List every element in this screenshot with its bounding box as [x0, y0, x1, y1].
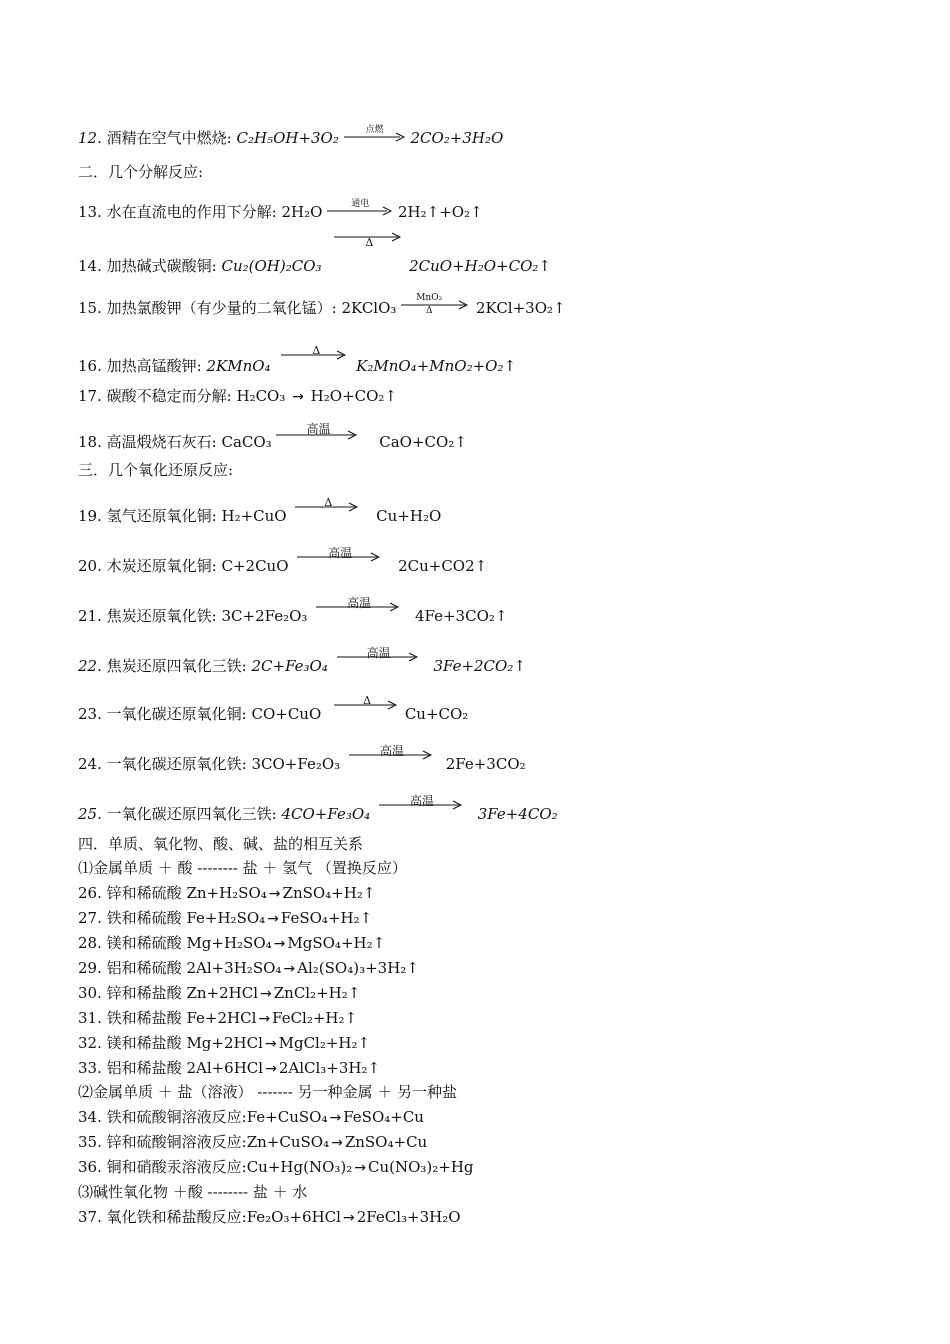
equation-23 [78, 694, 469, 724]
products: 2AlCl₃+3H₂↑ [278, 1059, 381, 1077]
item-number: 17. [78, 387, 102, 405]
reaction-arrow [349, 744, 435, 769]
equation-28 [78, 933, 385, 954]
reaction-condition: 通电 [351, 199, 370, 209]
item-number: 21. [78, 607, 102, 625]
reactants: C₂H₅OH+3O₂ [236, 129, 339, 147]
section-heading-3: 三．几个氧化还原反应: [78, 461, 234, 479]
reactants: 2KClO₃ [341, 299, 397, 317]
item-number: 35. [78, 1133, 102, 1151]
equation-26 [78, 883, 375, 904]
item-number: 13. [78, 203, 102, 221]
item-number: 26. [78, 884, 102, 902]
products: 2H₂↑+O₂↑ [397, 203, 483, 221]
products: 2CuO+H₂O+CO₂↑ [409, 257, 551, 275]
section-heading-2: 二．几个分解反应: [78, 163, 204, 181]
reactants: 2H₂O [281, 203, 323, 221]
item-number: 30. [78, 984, 102, 1002]
products: CaO+CO₂↑ [379, 433, 467, 451]
reaction-description: 酒精在空气中燃烧: [106, 129, 232, 147]
reaction-condition: Δ [365, 236, 374, 249]
equation-31 [78, 1008, 357, 1029]
reaction-description: 加热氯酸钾（有少量的二氧化锰）: [106, 299, 337, 317]
reaction-arrow: → [260, 986, 272, 1002]
subsection-1: ⑴金属单质 ＋ 酸 -------- 盐 ＋ 氢气 （置换反应） [78, 859, 407, 877]
reaction-description: 铁和稀盐酸 [106, 1009, 182, 1027]
reaction-condition: 高温 [306, 422, 331, 436]
reaction-description: 木炭还原氧化铜: [106, 557, 217, 575]
equation-19 [78, 496, 442, 526]
products: MgCl₂+H₂↑ [278, 1034, 371, 1052]
item-number: 28. [78, 934, 102, 952]
reactants: Fe+CuSO₄ [246, 1108, 328, 1126]
reaction-arrow: → [258, 1011, 271, 1027]
equation-37 [78, 1207, 461, 1228]
reactants: 2Al+6HCl [186, 1059, 264, 1077]
reaction-condition: 高温 [409, 794, 434, 808]
reaction-arrow [316, 596, 402, 621]
products: Cu+CO₂ [404, 705, 469, 723]
item-number: 36. [78, 1158, 102, 1176]
item-number: 16. [78, 357, 102, 375]
equation-17 [78, 386, 397, 407]
reaction-arrow: → [267, 911, 279, 927]
reactants: Zn+H₂SO₄ [186, 884, 267, 902]
products: MgSO₄+H₂↑ [287, 934, 386, 952]
reaction-arrow [401, 293, 471, 316]
item-number: 27. [78, 909, 102, 927]
reaction-condition: Δ [425, 306, 433, 316]
reaction-description: 氢气还原氧化铜: [106, 507, 217, 525]
reactants: 2KMnO₄ [206, 357, 271, 375]
products: ZnCl₂+H₂↑ [273, 984, 361, 1002]
reaction-arrow [297, 546, 383, 571]
reaction-description: 镁和稀硫酸 [106, 934, 182, 952]
item-number: 33. [78, 1059, 102, 1077]
reaction-description: 焦炭还原四氧化三铁: [106, 657, 247, 675]
item-number: 31. [78, 1009, 102, 1027]
products: 3Fe+4CO₂ [477, 805, 558, 823]
reaction-arrow: → [329, 1110, 342, 1126]
equation-18 [78, 422, 467, 452]
reaction-description: 水在直流电的作用下分解: [106, 203, 277, 221]
reaction-condition: 点燃 [365, 125, 384, 135]
reactants: H₂+CuO [221, 507, 287, 525]
reactants: H₂CO₃ [236, 387, 286, 405]
reaction-arrow [334, 694, 400, 719]
equation-36 [78, 1157, 474, 1178]
products: Cu(NO₃)₂+Hg [367, 1158, 474, 1176]
reaction-condition: 高温 [347, 596, 372, 610]
item-number: 34. [78, 1108, 102, 1126]
equation-32 [78, 1033, 370, 1054]
reaction-description: 加热高锰酸钾: [106, 357, 202, 375]
equation-15 [78, 293, 566, 318]
reaction-description: 锌和稀盐酸 [106, 984, 182, 1002]
item-number: 20. [78, 557, 102, 575]
reaction-arrow [334, 236, 404, 271]
products: 2CO₂+3H₂O [410, 129, 504, 147]
reaction-description: 镁和稀盐酸 [106, 1034, 182, 1052]
products: 2FeCl₃+3H₂O [356, 1208, 461, 1226]
equation-27 [78, 908, 372, 929]
item-number: 18. [78, 433, 102, 451]
reaction-catalyst: MnO₂ [416, 293, 443, 303]
products: FeCl₂+H₂↑ [272, 1009, 358, 1027]
reaction-arrow: → [292, 389, 304, 405]
reactants: CaCO₃ [221, 433, 272, 451]
reactants: Cu₂(OH)₂CO₃ [221, 257, 322, 275]
reaction-arrow [281, 344, 351, 371]
products: 2KCl+3O₂↑ [475, 299, 566, 317]
reaction-arrow: → [268, 886, 281, 902]
reactants: 4CO+Fe₃O₄ [281, 805, 371, 823]
item-number: 22. [78, 657, 102, 675]
reactants: 2C+Fe₃O₄ [251, 657, 328, 675]
equation-34 [78, 1107, 424, 1128]
reactants: Mg+2HCl [186, 1034, 263, 1052]
products: ZnSO₄+H₂↑ [282, 884, 376, 902]
item-number: 12. [78, 129, 102, 147]
reaction-description: 铁和稀硫酸 [106, 909, 182, 927]
products: Cu+H₂O [376, 507, 442, 525]
subsection-3: ⑶碱性氧化物 ＋酸 -------- 盐 ＋ 水 [78, 1183, 308, 1201]
reaction-condition: Δ [363, 694, 372, 707]
reaction-condition: Δ [312, 344, 321, 357]
reaction-arrow [344, 125, 406, 143]
reactants: C+2CuO [221, 557, 289, 575]
equation-14 [78, 236, 551, 276]
equation-35 [78, 1132, 427, 1153]
equation-16 [78, 344, 517, 376]
reaction-description: 焦炭还原氧化铁: [106, 607, 217, 625]
reaction-arrow [295, 496, 361, 521]
equation-13 [78, 199, 483, 222]
equation-20 [78, 546, 488, 576]
reaction-description: 铝和稀硫酸 [106, 959, 182, 977]
reaction-description: 铁和硫酸铜溶液反应: [106, 1108, 247, 1126]
products: 2Cu+CO2↑ [398, 557, 488, 575]
reaction-description: 锌和稀硫酸 [106, 884, 182, 902]
reaction-description: 一氧化碳还原氧化铁: [106, 755, 247, 773]
equation-12 [78, 125, 504, 148]
reaction-description: 锌和硫酸铜溶液反应: [106, 1133, 247, 1151]
reactants: Cu+Hg(NO₃)₂ [246, 1158, 353, 1176]
reaction-condition: 高温 [379, 744, 404, 758]
products: Al₂(SO₄)₃+3H₂↑ [297, 959, 419, 977]
item-number: 19. [78, 507, 102, 525]
reaction-description: 加热碱式碳酸铜: [106, 257, 217, 275]
reaction-arrow [276, 422, 360, 447]
products: K₂MnO₄+MnO₂+O₂↑ [356, 357, 517, 375]
item-number: 25. [78, 805, 102, 823]
reactants: 3C+2Fe₂O₃ [221, 607, 308, 625]
reaction-description: 一氧化碳还原四氧化三铁: [106, 805, 277, 823]
products: ZnSO₄+Cu [344, 1133, 428, 1151]
reactants: 3CO+Fe₂O₃ [251, 755, 341, 773]
products: 2Fe+3CO₂ [445, 755, 526, 773]
reaction-condition: 高温 [328, 546, 353, 560]
reactants: Fe+H₂SO₄ [186, 909, 266, 927]
equation-25 [78, 794, 558, 824]
subsection-2: ⑵金属单质 ＋ 盐（溶液） ------- 另一种金属 ＋ 另一种盐 [78, 1083, 458, 1101]
reaction-arrow [337, 646, 421, 671]
reaction-arrow [327, 199, 393, 217]
item-number: 32. [78, 1034, 102, 1052]
reaction-arrow: → [283, 961, 296, 977]
products: 3Fe+2CO₂↑ [433, 657, 526, 675]
reaction-arrow: → [265, 1061, 277, 1077]
reactants: Zn+2HCl [186, 984, 258, 1002]
reaction-condition: 高温 [366, 646, 391, 660]
reactants: Fe+2HCl [186, 1009, 257, 1027]
equation-30 [78, 983, 360, 1004]
reaction-condition: Δ [324, 496, 333, 509]
section-heading-4: 四．单质、氧化物、酸、碱、盐的相互关系 [78, 835, 364, 853]
equation-33 [78, 1058, 380, 1079]
item-number: 14. [78, 257, 102, 275]
item-number: 29. [78, 959, 102, 977]
reaction-arrow: → [264, 1036, 277, 1052]
reaction-description: 铝和稀盐酸 [106, 1059, 182, 1077]
products: FeSO₄+H₂↑ [280, 909, 373, 927]
reaction-arrow [379, 794, 465, 819]
reaction-description: 氧化铁和稀盐酸反应: [106, 1208, 247, 1226]
reactants: Mg+H₂SO₄ [186, 934, 272, 952]
item-number: 23. [78, 705, 102, 723]
reactants: CO+CuO [251, 705, 322, 723]
reactants: 2Al+3H₂SO₄ [186, 959, 282, 977]
reactants: Fe₂O₃+6HCl [246, 1208, 341, 1226]
equation-29 [78, 958, 419, 979]
item-number: 24. [78, 755, 102, 773]
reaction-arrow: → [354, 1160, 366, 1176]
products: 4Fe+3CO₂↑ [414, 607, 508, 625]
reaction-description: 碳酸不稳定而分解: [106, 387, 232, 405]
reaction-description: 高温煅烧石灰石: [106, 433, 217, 451]
reaction-description: 铜和硝酸汞溶液反应: [106, 1158, 247, 1176]
products: H₂O+CO₂↑ [310, 387, 397, 405]
equation-21 [78, 596, 508, 626]
products: FeSO₄+Cu [343, 1108, 424, 1126]
equation-24 [78, 744, 526, 774]
item-number: 15. [78, 299, 102, 317]
reaction-arrow: → [342, 1210, 355, 1226]
reaction-arrow: → [273, 936, 286, 952]
reactants: Zn+CuSO₄ [246, 1133, 330, 1151]
item-number: 37. [78, 1208, 102, 1226]
equation-22 [78, 646, 526, 676]
reaction-description: 一氧化碳还原氧化铜: [106, 705, 247, 723]
reaction-arrow: → [331, 1135, 343, 1151]
